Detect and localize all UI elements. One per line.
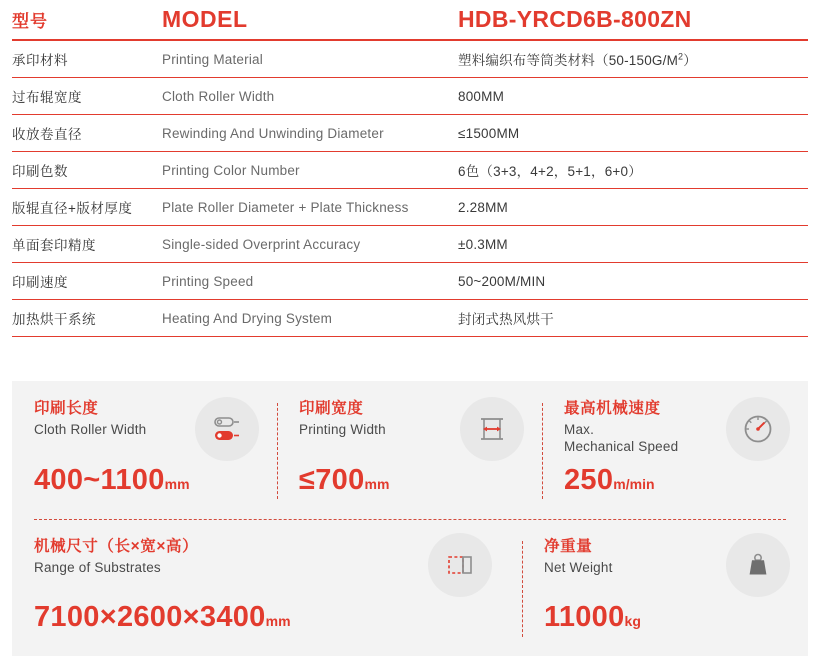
key-spec-max-speed bbox=[542, 381, 808, 519]
key-spec-number: 400~1100 bbox=[34, 464, 165, 496]
spec-table-body bbox=[12, 0, 808, 337]
width-measure-icon bbox=[460, 397, 524, 461]
table-row bbox=[12, 189, 808, 226]
key-spec-label-en: Range of Substrates bbox=[34, 560, 161, 575]
key-spec-number: 250 bbox=[564, 464, 614, 496]
key-spec-value bbox=[34, 601, 291, 634]
key-spec-label-cn: 最高机械速度 bbox=[564, 400, 661, 417]
key-spec-label-cn: 机械尺寸（长×宽×高） bbox=[34, 538, 199, 555]
table-row bbox=[12, 115, 808, 152]
key-spec-value bbox=[299, 464, 389, 497]
key-spec-label-cn: 印刷长度 bbox=[34, 400, 99, 417]
table-row bbox=[12, 300, 808, 337]
table-row bbox=[12, 78, 808, 115]
row-label-cn: 加热烘干系统 bbox=[12, 312, 96, 327]
key-spec-print-width bbox=[277, 381, 542, 519]
header-label-cn: 型号 bbox=[12, 12, 48, 31]
header-cell-en bbox=[152, 0, 448, 41]
key-spec-machine-dimensions bbox=[12, 519, 522, 656]
row-label-cn: 印刷速度 bbox=[12, 275, 68, 290]
row-label-en: Heating And Drying System bbox=[162, 310, 333, 326]
key-spec-unit: kg bbox=[624, 613, 641, 629]
row-value: 2.28MM bbox=[458, 199, 508, 215]
row-value bbox=[458, 49, 697, 69]
key-spec-unit: m/min bbox=[613, 476, 655, 492]
roller-icon bbox=[195, 397, 259, 461]
row-value: 800MM bbox=[458, 88, 505, 104]
key-spec-label-en: Printing Width bbox=[299, 422, 386, 437]
row-value: ≤1500MM bbox=[458, 125, 520, 141]
row-value-superscript: 2 bbox=[678, 51, 684, 62]
header-model-value: HDB-YRCD6B-800ZN bbox=[458, 6, 692, 32]
key-spec-label-en: Net Weight bbox=[544, 560, 613, 575]
key-specs-panel bbox=[12, 381, 808, 656]
specification-table bbox=[12, 0, 808, 337]
row-value-tail: ） bbox=[683, 53, 697, 68]
table-row bbox=[12, 263, 808, 300]
row-label-cn: 过布辊宽度 bbox=[12, 90, 82, 105]
row-value: 50~200M/MIN bbox=[458, 273, 546, 289]
key-spec-net-weight bbox=[522, 519, 808, 656]
row-label-cn: 承印材料 bbox=[12, 53, 68, 68]
key-spec-number: ≤700 bbox=[299, 464, 365, 496]
key-spec-label-cn: 印刷宽度 bbox=[299, 400, 364, 417]
key-spec-unit: mm bbox=[164, 476, 190, 492]
key-spec-label-en: Cloth Roller Width bbox=[34, 422, 147, 437]
row-label-cn: 印刷色数 bbox=[12, 164, 68, 179]
row-value: 6色（3+3，4+2，5+1，6+0） bbox=[458, 164, 642, 179]
row-label-en: Cloth Roller Width bbox=[162, 88, 275, 104]
row-value: ±0.3MM bbox=[458, 236, 508, 252]
key-spec-label-en-line2: Mechanical Speed bbox=[564, 439, 679, 454]
weight-icon bbox=[726, 533, 790, 597]
row-label-en: Rewinding And Unwinding Diameter bbox=[162, 125, 384, 141]
header-cell-cn bbox=[12, 0, 152, 41]
key-spec-value bbox=[544, 601, 641, 634]
row-label-cn: 收放卷直径 bbox=[12, 127, 82, 142]
table-row bbox=[12, 226, 808, 263]
row-value-text: 塑料编织布等筒类材料（50-150G/M bbox=[458, 53, 679, 68]
key-spec-unit: mm bbox=[364, 476, 390, 492]
table-row bbox=[12, 152, 808, 189]
row-label-cn: 单面套印精度 bbox=[12, 238, 96, 253]
header-label-en: MODEL bbox=[162, 6, 248, 32]
table-row bbox=[12, 41, 808, 78]
key-spec-label-en-line1: Max. bbox=[564, 422, 595, 437]
key-specs-grid bbox=[12, 381, 808, 656]
key-spec-number: 7100×2600×3400 bbox=[34, 601, 266, 633]
row-value: 封闭式热风烘干 bbox=[458, 312, 554, 327]
speedometer-icon bbox=[726, 397, 790, 461]
key-spec-number: 11000 bbox=[544, 601, 625, 633]
dimensions-icon bbox=[428, 533, 492, 597]
row-label-cn: 版辊直径+版材厚度 bbox=[12, 201, 133, 216]
key-spec-unit: mm bbox=[265, 613, 291, 629]
row-label-en: Printing Material bbox=[162, 51, 263, 67]
row-label-en: Printing Speed bbox=[162, 273, 254, 289]
header-cell-value bbox=[448, 0, 808, 41]
key-spec-print-length bbox=[12, 381, 277, 519]
key-spec-label-cn: 净重量 bbox=[544, 538, 593, 555]
row-label-en: Single-sided Overprint Accuracy bbox=[162, 236, 361, 252]
table-header-row bbox=[12, 0, 808, 41]
key-spec-value bbox=[564, 464, 655, 497]
key-spec-value bbox=[34, 464, 190, 497]
row-label-en: Printing Color Number bbox=[162, 162, 300, 178]
row-label-en: Plate Roller Diameter + Plate Thickness bbox=[162, 199, 409, 215]
